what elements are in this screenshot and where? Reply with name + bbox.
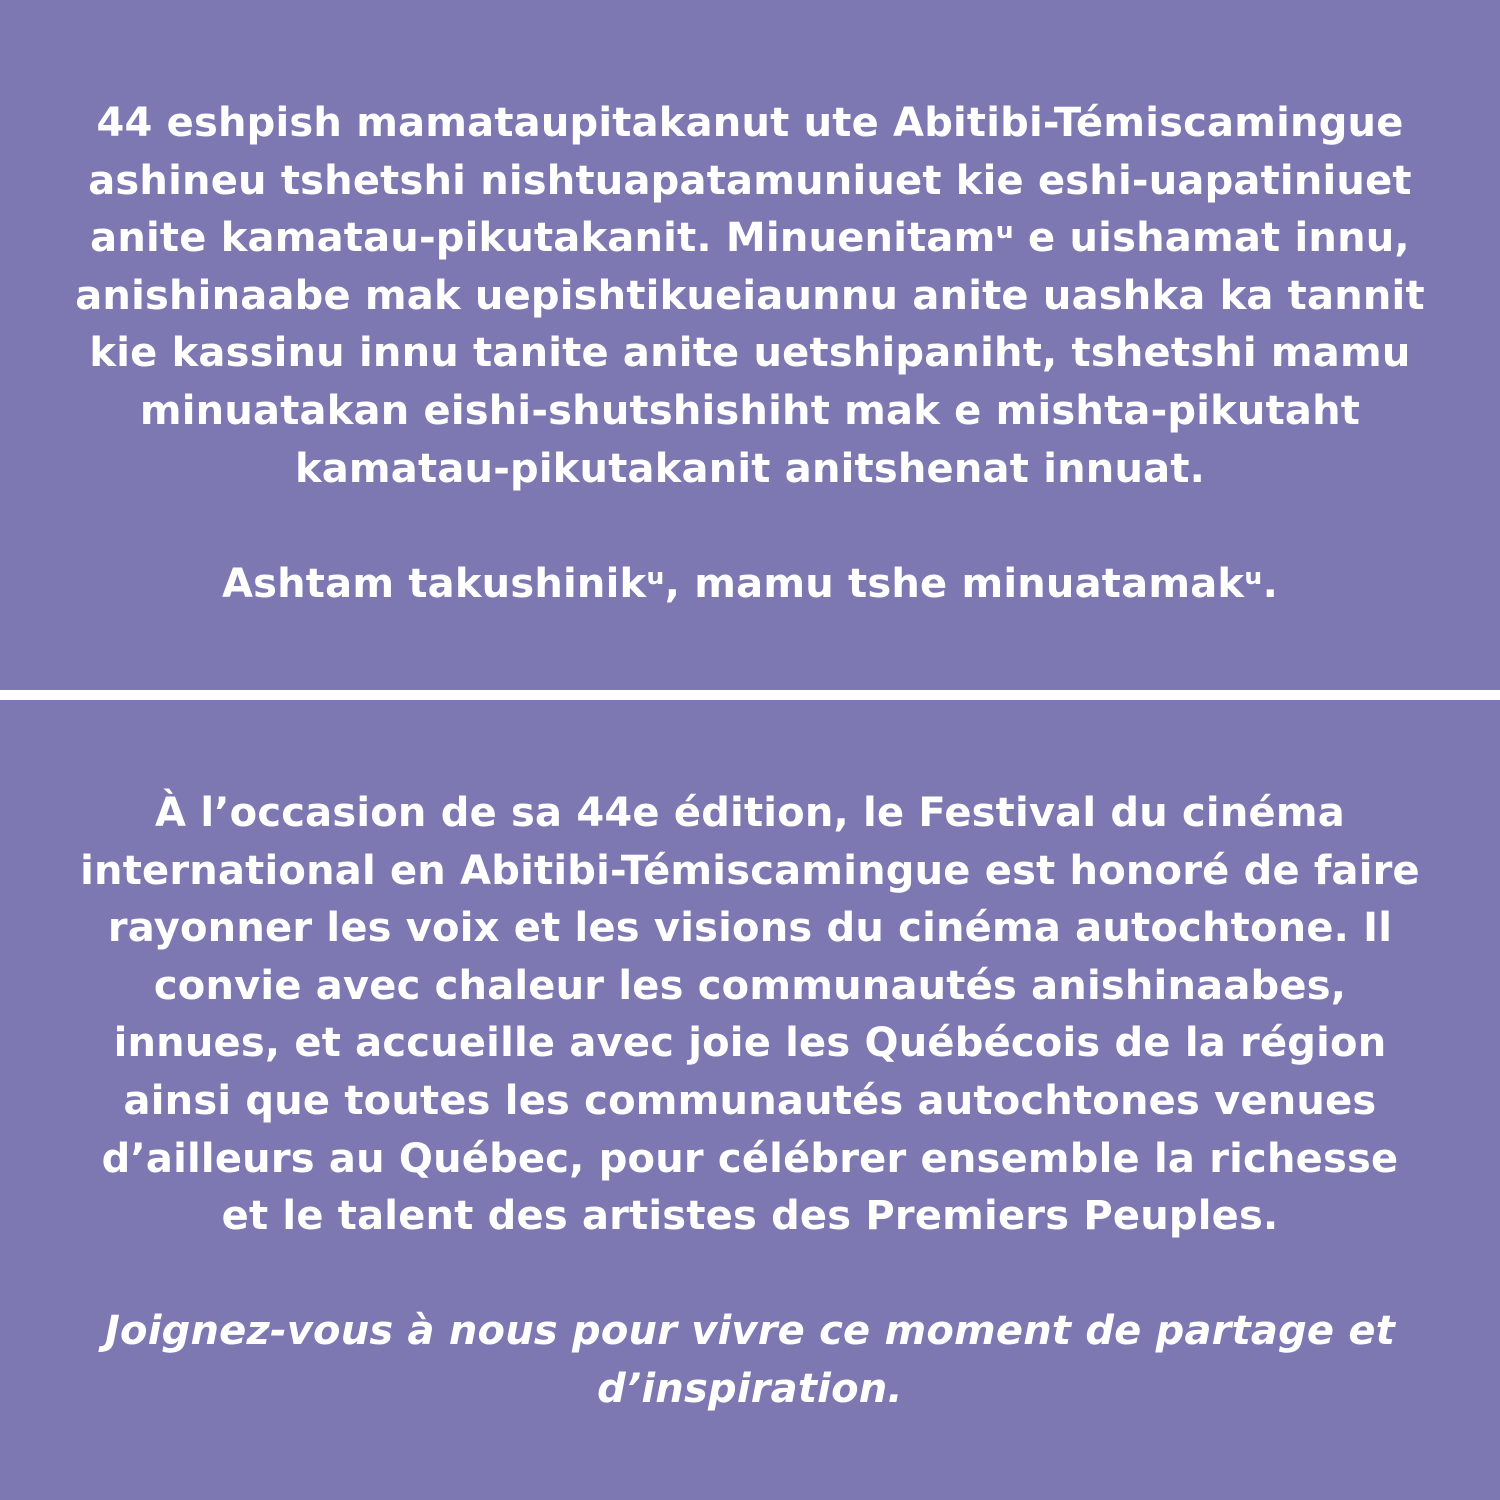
paragraph-spacer xyxy=(60,498,1440,556)
french-paragraph xyxy=(60,785,1440,1246)
french-text-block xyxy=(0,785,1500,1419)
french-line-4: convie avec chaleur les communautés anishinaabes, xyxy=(153,962,1347,1009)
french-line-7: d’ailleurs au Québec, pour célébrer ensemble la richesse xyxy=(101,1135,1399,1182)
innu-line-7: kamatau-pikutakanit anitshenat innuat. xyxy=(294,445,1206,492)
french-closing-invitation xyxy=(60,1303,1440,1418)
innu-line-6: minuatakan eishi-shutshishiht mak e mishta-pikutaht xyxy=(139,387,1361,434)
innu-line-1: 44 eshpish mamataupitakanut ute Abitibi-Témiscamingue xyxy=(96,100,1404,146)
innu-paragraph xyxy=(60,95,1440,498)
innu-line-4: anishinaabe mak uepishtikueiaunnu anite uashka ka tannit xyxy=(75,272,1425,319)
section-divider xyxy=(0,690,1500,700)
innu-closing-line: Ashtam takushinikᵘ, mamu tshe minuatamakᵘ. xyxy=(221,560,1279,607)
innu-line-2: ashineu tshetshi nishtuapatamuniuet kie eshi-uapatiniuet xyxy=(88,157,1412,204)
innu-line-5: kie kassinu innu tanite anite uetshipaniht, tshetshi mamu xyxy=(89,330,1411,377)
french-line-8: et le talent des artistes des Premiers Peuples. xyxy=(221,1193,1279,1240)
french-line-3: rayonner les voix et les visions du cinéma autochtone. Il xyxy=(107,905,1393,952)
paragraph-spacer xyxy=(60,1246,1440,1304)
innu-text-block xyxy=(0,95,1500,613)
french-line-5: innues, et accueille avec joie les Québécois de la région xyxy=(113,1020,1387,1067)
french-line-2: international en Abitibi-Témiscamingue est honoré de faire xyxy=(80,847,1420,894)
french-line-6: ainsi que toutes les communautés autochtones venues xyxy=(123,1077,1377,1124)
french-closing-line-1: Joignez-vous à nous pour vivre ce moment de partage et xyxy=(104,1308,1396,1355)
french-line-1: À l’occasion de sa 44e édition, le Festival du cinéma xyxy=(155,790,1345,836)
french-closing-line-2: d’inspiration. xyxy=(597,1365,903,1412)
innu-line-3: anite kamatau-pikutakanit. Minuenitamᵘ e uishamat innu, xyxy=(90,215,1410,262)
